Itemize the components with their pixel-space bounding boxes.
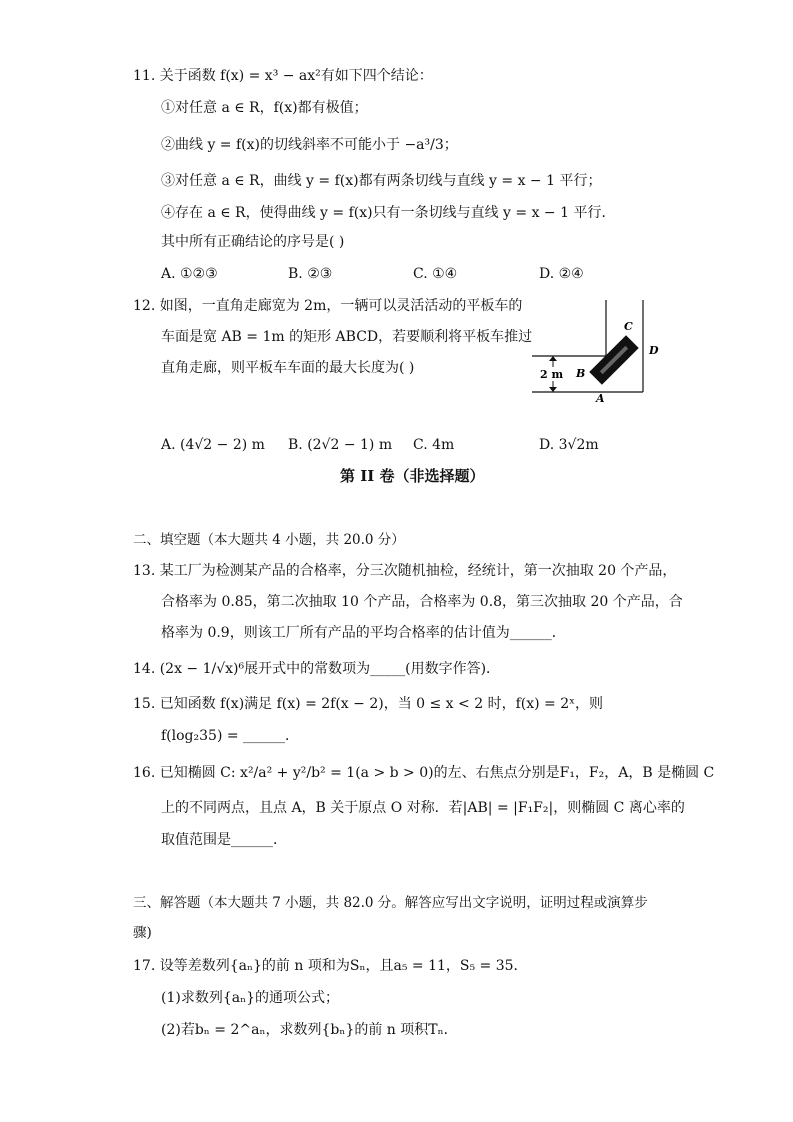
q16-line-3: 取值范围是______． bbox=[161, 832, 287, 848]
q11-option-c: C. ①④ bbox=[413, 266, 458, 282]
q11-question: 其中所有正确结论的序号是( ) bbox=[161, 234, 345, 250]
dimension-arrow-up bbox=[549, 356, 557, 361]
label-c: C bbox=[624, 320, 633, 333]
q11-statement-3: ③对任意 a ∈ R，曲线 y = f(x)都有两条切线与直线 y = x − 1 平行； bbox=[161, 173, 602, 189]
q12-option-c: C. 4m bbox=[413, 437, 455, 453]
q11-option-d: D. ②④ bbox=[539, 266, 584, 282]
section3-heading-line-2: 骤) bbox=[133, 925, 152, 941]
q12-line-2: 车面是宽 AB = 1m 的矩形 ABCD，若要顺利将平板车推过 bbox=[161, 329, 533, 345]
q16-line-2: 上的不同两点，且点 A，B 关于原点 O 对称．若|AB| = |F₁F₂|，则椭圆 C 离心率的 bbox=[161, 800, 685, 816]
q17-stem: 17. 设等差数列{aₙ}的前 n 项和为Sₙ，且a₅ = 11，S₅ = 35． bbox=[133, 958, 528, 974]
q11-statement-2: ②曲线 y = f(x)的切线斜率不可能小于 −a³/3； bbox=[161, 137, 458, 153]
q11-stem: 11. 关于函数 f(x) = x³ − ax²有如下四个结论： bbox=[133, 68, 433, 84]
cart-rectangle bbox=[589, 335, 638, 384]
label-a: A bbox=[596, 392, 605, 402]
q11-statement-4: ④存在 a ∈ R，使得曲线 y = f(x)只有一条切线与直线 y = x − 1 平行． bbox=[161, 205, 616, 221]
label-d: D bbox=[649, 344, 659, 357]
q15-line-1: 15. 已知函数 f(x)满足 f(x) = 2f(x − 2)，当 0 ≤ x < 2 时，f(x) = 2ˣ，则 bbox=[133, 696, 604, 712]
q16-line-1: 16. 已知椭圆 C: x²/a² + y²/b² = 1(a > b > 0)的左、右焦点分别是F₁，F₂，A，B 是椭圆 C bbox=[133, 765, 715, 781]
q17-part-2: (2)若bₙ = 2^aₙ，求数列{bₙ}的前 n 项积Tₙ． bbox=[161, 1022, 458, 1038]
q12-option-d: D. 3√2m bbox=[539, 437, 599, 453]
dimension-arrow-down bbox=[549, 387, 557, 392]
q12-option-b: B. (2√2 − 1) m bbox=[288, 437, 393, 453]
label-b: B bbox=[576, 367, 586, 380]
q13-line-1: 13. 某工厂为检测某产品的合格率，分三次随机抽检，经统计，第一次抽取 20 个产品， bbox=[133, 563, 677, 579]
q15-line-2: f(log₂35) = ______． bbox=[161, 728, 300, 744]
q14-line: 14. (2x − 1/√x)⁶展开式中的常数项为_____(用数字作答)． bbox=[133, 661, 501, 677]
q13-line-3: 格率为 0.9，则该工厂所有产品的平均合格率的估计值为______． bbox=[161, 625, 566, 641]
q12-line-1: 12. 如图，一直角走廊宽为 2m，一辆可以灵活活动的平板车的 bbox=[133, 298, 523, 314]
q12-option-a: A. (4√2 − 2) m bbox=[161, 437, 265, 453]
section2-heading: 二、填空题（本大题共 4 小题，共 20.0 分） bbox=[133, 532, 405, 548]
q13-line-2: 合格率为 0.85，第二次抽取 10 个产品，合格率为 0.8，第三次抽取 20 个产品，合 bbox=[161, 594, 683, 610]
corridor-figure bbox=[532, 300, 662, 402]
q12-line-3: 直角走廊，则平板车车面的最大长度为( ) bbox=[161, 360, 415, 376]
section3-heading-line-1: 三、解答题（本大题共 7 小题，共 82.0 分。解答应写出文字说明，证明过程或演算步 bbox=[133, 895, 648, 911]
q11-option-a: A. ①②③ bbox=[161, 266, 218, 282]
part2-title: 第 II 卷（非选择题） bbox=[340, 467, 485, 485]
q11-option-b: B. ②③ bbox=[288, 266, 333, 282]
dimension-label: 2 m bbox=[540, 368, 564, 381]
q11-statement-1: ①对任意 a ∈ R，f(x)都有极值； bbox=[161, 100, 368, 116]
q17-part-1: (1)求数列{aₙ}的通项公式； bbox=[161, 990, 340, 1006]
